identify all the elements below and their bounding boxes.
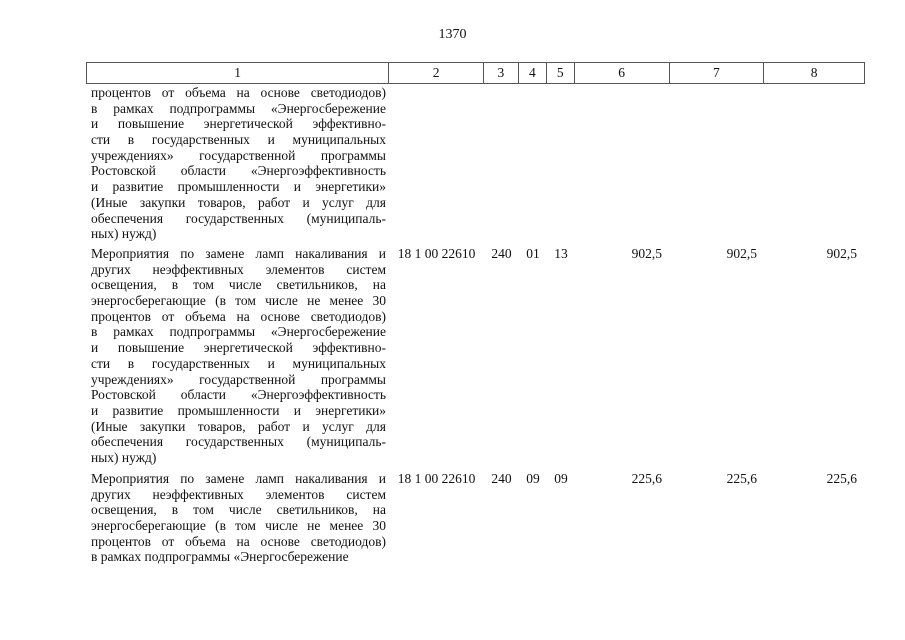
description-line: обеспечения государственных (муниципаль- [91,210,386,226]
cell-description [86,246,389,466]
cell-value-6: 225,6 [631,471,662,486]
description-line: освещения, в том числе светильников, на [91,277,386,293]
description-line: энергосберегающие (в том числе не менее 30 [91,518,386,534]
header-cell-1: 1 [87,63,389,83]
cell-value-7: 225,6 [726,471,757,486]
description-line: в рамках подпрограммы «Энергосбережение [91,100,386,116]
header-cell-3: 3 [484,63,519,83]
table-header [86,62,865,84]
cell-value-7: 902,5 [726,246,757,261]
header-cell-2: 2 [389,63,484,83]
cell-code: 18 1 00 22610 [397,246,476,261]
table-row [86,85,865,242]
description-line: процентов от объема на основе светодиодов) [91,533,386,549]
cell-vr: 240 [491,246,512,261]
description-line: (Иные закупки товаров, работ и услуг для [91,194,386,210]
cell-rz [519,85,547,242]
header-cell-4: 4 [519,63,547,83]
header-cell-8: 8 [810,65,818,80]
cell-value-6: 902,5 [631,246,662,261]
cell-pr: 13 [554,246,568,261]
description-line: процентов от объема на основе светодиодов) [91,308,386,324]
description-line: Ростовской области «Энергоэффективность [91,387,386,403]
cell-description [86,471,389,565]
description-line: учреждениях» государственной программы [91,147,386,163]
description-line: в рамках подпрограммы «Энергосбережение [91,324,386,340]
description-line: Мероприятия по замене ламп накаливания и [91,471,386,486]
description-line: процентов от объема на основе светодиодов) [91,85,386,100]
header-cell-7: 7 [670,63,765,83]
description-line: других неэффективных элементов систем [91,486,386,502]
cell-rz: 09 [526,471,540,486]
description-line: освещения, в том числе светильников, на [91,502,386,518]
cell-value-7 [670,85,765,242]
description-line: (Иные закупки товаров, работ и услуг для [91,418,386,434]
description-line: ных) нужд) [91,449,157,465]
cell-code [389,85,484,242]
cell-value-8: 902,5 [826,246,857,261]
description-line: Мероприятия по замене ламп накаливания и [91,246,386,261]
cell-vr [484,85,519,242]
cell-code: 18 1 00 22610 [397,471,476,486]
cell-vr: 240 [491,471,512,486]
header-cell-5: 5 [547,63,575,83]
description-line: ных) нужд) [91,226,157,242]
cell-value-8: 225,6 [826,471,857,486]
description-line: других неэффективных элементов систем [91,261,386,277]
page-number: 1370 [438,27,467,42]
description-line: и повышение энергетической эффективно- [91,116,386,132]
table-row [86,471,865,565]
cell-rz: 01 [526,246,540,261]
table-row [86,246,865,466]
description-line: и развитие промышленности и энергетики» [91,402,386,418]
description-line: и повышение энергетической эффективно- [91,340,386,356]
description-line: сти в государственных и муниципальных [91,132,386,148]
description-line: Ростовской области «Энергоэффективность [91,163,386,179]
description-line: обеспечения государственных (муниципаль- [91,434,386,450]
cell-description [86,85,389,242]
cell-value-6 [575,85,670,242]
header-cell-6: 6 [575,63,670,83]
description-line: в рамках подпрограммы «Энергосбережение [91,549,349,565]
description-line: учреждениях» государственной программы [91,371,386,387]
cell-pr [547,85,575,242]
description-line: сти в государственных и муниципальных [91,355,386,371]
cell-value-8 [765,85,865,242]
description-line: и развитие промышленности и энергетики» [91,179,386,195]
description-line: энергосберегающие (в том числе не менее 30 [91,293,386,309]
cell-pr: 09 [554,471,568,486]
